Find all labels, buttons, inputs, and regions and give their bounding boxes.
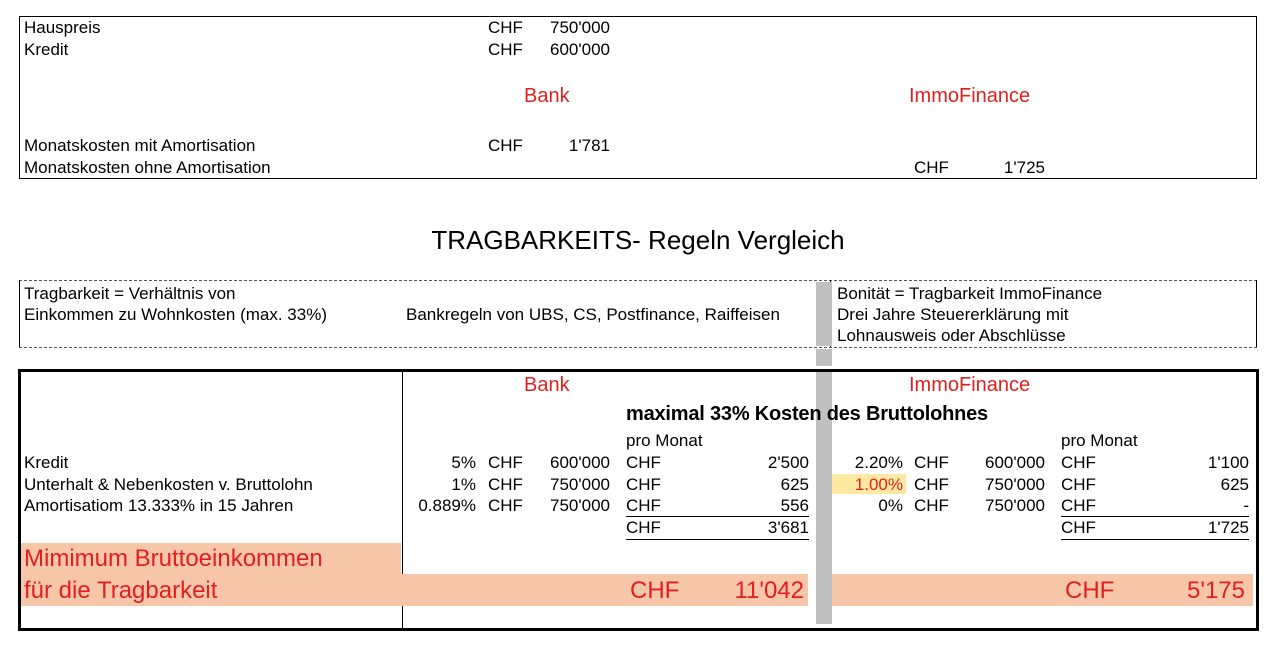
kredit-label: Kredit	[24, 40, 69, 59]
rules-right-border	[1256, 280, 1257, 347]
immo-monthly: 625	[1220, 475, 1249, 494]
monatskosten-ohne-label: Monatskosten ohne Amortisation	[24, 158, 271, 177]
gray-divider-rules	[816, 282, 832, 346]
immofinance-heading: ImmoFinance	[909, 374, 1031, 396]
bank-pct: 1%	[451, 475, 476, 494]
monatskosten-ohne-value: 1'725	[1003, 158, 1045, 177]
bank-heading-top: Bank	[524, 85, 570, 107]
rules-bottom-border	[19, 347, 1257, 348]
immo-pct: 1.00%	[854, 475, 903, 494]
immo-cur: CHF	[914, 496, 949, 515]
min-income-immo: 5'175	[1187, 577, 1245, 604]
rules-right-line3: Lohnausweis oder Abschlüsse	[837, 326, 1066, 345]
bank-pct: 0.889%	[418, 496, 476, 515]
rules-top-border	[19, 280, 1257, 281]
immo-total: 1'725	[1207, 518, 1249, 537]
immo-total-underline-top	[1061, 516, 1249, 517]
monatskosten-mit-label: Monatskosten mit Amortisation	[24, 136, 256, 155]
page-title: TRAGBARKEITS- Regeln Vergleich	[431, 225, 845, 255]
bank-monthly-cur: CHF	[626, 496, 661, 515]
gray-divider-gap	[816, 349, 832, 366]
bank-monthly: 2'500	[767, 453, 809, 472]
bank-amount: 750'000	[550, 496, 610, 515]
bank-cur: CHF	[488, 475, 523, 494]
immo-monthly-cur: CHF	[1061, 496, 1096, 515]
min-income-label-line1: Mimimum Bruttoeinkommen	[24, 545, 323, 572]
rules-left-line2: Einkommen zu Wohnkosten (max. 33%)	[24, 305, 327, 324]
kredit-value: 600'000	[550, 40, 610, 59]
min-income-immo-cur: CHF	[1065, 577, 1115, 604]
min-income-bank-cur: CHF	[630, 577, 680, 604]
hauspreis-value: 750'000	[550, 18, 610, 37]
pro-monat-immo: pro Monat	[1061, 431, 1138, 450]
immo-pct: 0%	[878, 496, 903, 515]
rules-middle-text: Bankregeln von UBS, CS, Postfinance, Raiffeisen	[406, 305, 780, 324]
bank-cur: CHF	[488, 453, 523, 472]
hauspreis-label: Hauspreis	[24, 18, 101, 37]
rules-right-line2: Drei Jahre Steuererklärung mit	[837, 305, 1069, 324]
monatskosten-mit-currency: CHF	[488, 136, 523, 155]
immo-monthly-cur: CHF	[1061, 475, 1096, 494]
hauspreis-currency: CHF	[488, 18, 523, 37]
bank-total-underline-bottom	[626, 539, 809, 540]
immo-monthly-cur: CHF	[1061, 453, 1096, 472]
min-income-bank: 11'042	[734, 577, 804, 604]
immo-monthly: -	[1243, 496, 1249, 515]
bank-cur: CHF	[488, 496, 523, 515]
immo-amount: 600'000	[985, 453, 1045, 472]
immo-cur: CHF	[914, 453, 949, 472]
immofinance-heading-top: ImmoFinance	[909, 85, 1031, 107]
bank-amount: 750'000	[550, 475, 610, 494]
rules-left-line1: Tragbarkeit = Verhältnis von	[24, 284, 236, 303]
immo-pct: 2.20%	[854, 453, 903, 472]
bank-total-cur: CHF	[626, 518, 661, 537]
kredit-currency: CHF	[488, 40, 523, 59]
row-label: Amortisatiom 13.333% in 15 Jahren	[24, 496, 294, 515]
rules-right-line1: Bonität = Tragbarkeit ImmoFinance	[837, 284, 1103, 303]
bank-total-underline-top	[626, 516, 809, 517]
pro-monat-bank: pro Monat	[626, 431, 703, 450]
immo-amount: 750'000	[985, 475, 1045, 494]
monatskosten-mit-value: 1'781	[568, 136, 610, 155]
row-label: Unterhalt & Nebenkosten v. Bruttolohn	[24, 475, 313, 494]
bank-monthly-cur: CHF	[626, 453, 661, 472]
immo-monthly: 1'100	[1207, 453, 1249, 472]
max-costs-subtitle: maximal 33% Kosten des Bruttolohnes	[626, 403, 988, 425]
bank-monthly-cur: CHF	[626, 475, 661, 494]
bank-total: 3'681	[767, 518, 809, 537]
immo-cur: CHF	[914, 475, 949, 494]
immo-total-cur: CHF	[1061, 518, 1096, 537]
bank-monthly: 556	[780, 496, 809, 515]
immo-amount: 750'000	[985, 496, 1045, 515]
row-label: Kredit	[24, 453, 69, 472]
bank-monthly: 625	[780, 475, 809, 494]
bank-heading: Bank	[524, 374, 570, 396]
immo-total-underline-bottom	[1061, 539, 1249, 540]
bank-amount: 600'000	[550, 453, 610, 472]
rules-left-border	[19, 280, 20, 347]
monatskosten-ohne-currency: CHF	[914, 158, 949, 177]
min-income-label-line2: für die Tragbarkeit	[24, 577, 218, 604]
bank-pct: 5%	[451, 453, 476, 472]
